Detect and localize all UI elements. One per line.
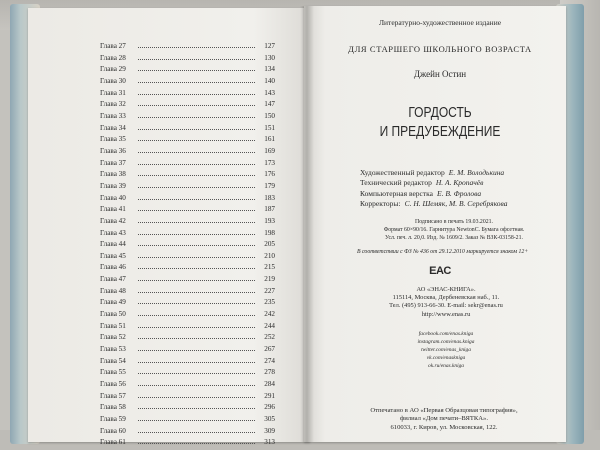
toc-leader bbox=[138, 110, 255, 118]
author-name: Джейн Остин bbox=[413, 69, 467, 79]
toc-row bbox=[100, 192, 275, 204]
toc-row bbox=[100, 331, 275, 343]
toc-leader bbox=[138, 98, 255, 106]
toc-page-number: 161 bbox=[264, 135, 275, 144]
toc-row bbox=[100, 52, 275, 64]
toc-page-number: 274 bbox=[264, 356, 275, 365]
toc-leader bbox=[138, 436, 255, 444]
toc-chapter: Глава 46 bbox=[100, 263, 126, 272]
toc-page-number: 309 bbox=[264, 426, 275, 435]
toc-page-number: 252 bbox=[264, 333, 275, 342]
toc-chapter: Глава 49 bbox=[100, 298, 126, 307]
toc-row bbox=[100, 413, 275, 425]
toc-page-number: 151 bbox=[264, 123, 275, 132]
toc-page-number: 130 bbox=[264, 53, 275, 62]
toc-row bbox=[100, 133, 275, 145]
book-gutter bbox=[300, 6, 314, 442]
toc-leader bbox=[138, 40, 255, 48]
toc-page-number: 134 bbox=[264, 65, 275, 74]
toc-chapter: Глава 55 bbox=[100, 368, 126, 377]
toc-page-number: 143 bbox=[264, 88, 275, 97]
toc-leader bbox=[138, 413, 255, 421]
toc-page-number: 150 bbox=[264, 111, 275, 120]
toc-row bbox=[100, 238, 275, 250]
toc-row bbox=[100, 320, 275, 332]
toc-leader bbox=[138, 366, 255, 374]
toc-page-number: 183 bbox=[264, 193, 275, 202]
toc-leader bbox=[138, 355, 255, 363]
toc-row bbox=[100, 425, 275, 437]
toc-chapter: Глава 34 bbox=[100, 123, 126, 132]
toc-row bbox=[100, 168, 275, 180]
toc-row bbox=[100, 285, 275, 297]
toc-row bbox=[100, 436, 275, 448]
toc-chapter: Глава 54 bbox=[100, 356, 126, 365]
toc-row bbox=[100, 98, 275, 110]
toc-row bbox=[100, 157, 275, 169]
toc-leader bbox=[138, 308, 255, 316]
toc-row bbox=[100, 203, 275, 215]
credit-row: Компьютерная верстка Е. В. Фролова bbox=[360, 188, 482, 198]
toc-row bbox=[100, 366, 275, 378]
toc-row bbox=[100, 40, 275, 52]
toc-leader bbox=[138, 122, 255, 130]
toc-page-number: 215 bbox=[264, 263, 275, 272]
toc-chapter: Глава 35 bbox=[100, 135, 126, 144]
toc-leader bbox=[138, 168, 255, 176]
toc-chapter: Глава 60 bbox=[100, 426, 126, 435]
toc-chapter: Глава 32 bbox=[100, 100, 126, 109]
toc-chapter: Глава 33 bbox=[100, 111, 126, 120]
toc-row bbox=[100, 401, 275, 413]
toc-chapter: Глава 53 bbox=[100, 345, 126, 354]
toc-chapter: Глава 47 bbox=[100, 275, 126, 284]
toc-row bbox=[100, 343, 275, 355]
toc-row bbox=[100, 355, 275, 367]
toc-leader bbox=[138, 261, 255, 269]
toc-page-number: 235 bbox=[264, 298, 275, 307]
toc-row bbox=[100, 87, 275, 99]
book-title bbox=[360, 103, 520, 141]
toc-row bbox=[100, 63, 275, 75]
toc-page-number: 205 bbox=[264, 240, 275, 249]
printer-info: Отпечатано в АО «Первая Образцовая типография», филиал «Дом печати–ВЯТКА». 610033, г. Киров, ул. Московская, 122. bbox=[370, 407, 518, 431]
toc-leader bbox=[138, 63, 255, 71]
toc-chapter: Глава 42 bbox=[100, 216, 126, 225]
toc-leader bbox=[138, 425, 255, 433]
credit-row: Художественный редактор Е. М. Володькина bbox=[360, 168, 505, 177]
toc-leader bbox=[138, 285, 255, 293]
toc-row bbox=[100, 250, 275, 262]
toc-page-number: 313 bbox=[264, 438, 275, 447]
toc-chapter: Глава 40 bbox=[100, 193, 126, 202]
table-of-contents bbox=[100, 40, 275, 448]
age-certification: В соответствии с ФЗ № 436 от 29.12.2010 маркируется знаком 12+ bbox=[357, 249, 529, 255]
toc-leader bbox=[138, 215, 255, 223]
toc-row bbox=[100, 308, 275, 320]
toc-page-number: 296 bbox=[264, 403, 275, 412]
toc-page-number: 169 bbox=[264, 146, 275, 155]
print-details: Подписано в печать 19.03.2021. Формат 60×90/16. Гарнитура NewtonC. Бумага офсетная. Усл. печ. л. 20,0. Изд. № 1609/2. Заказ № ВЗК-03158-21. bbox=[383, 219, 525, 241]
toc-chapter: Глава 27 bbox=[100, 42, 126, 50]
toc-leader bbox=[138, 157, 255, 165]
toc-chapter: Глава 51 bbox=[100, 321, 126, 330]
toc-page-number: 267 bbox=[264, 345, 275, 354]
toc-chapter: Глава 31 bbox=[100, 88, 126, 97]
toc-leader bbox=[138, 273, 255, 281]
toc-leader bbox=[138, 343, 255, 351]
toc-chapter: Глава 29 bbox=[100, 65, 126, 74]
toc-page-number: 140 bbox=[264, 76, 275, 85]
toc-row bbox=[100, 390, 275, 402]
toc-chapter: Глава 44 bbox=[100, 240, 126, 249]
toc-leader bbox=[138, 133, 255, 141]
toc-chapter: Глава 59 bbox=[100, 415, 126, 423]
toc-chapter: Глава 41 bbox=[100, 205, 126, 214]
toc-leader bbox=[138, 180, 255, 188]
toc-page-number: 242 bbox=[264, 310, 275, 319]
toc-leader bbox=[138, 227, 255, 235]
toc-row bbox=[100, 227, 275, 239]
toc-page-number: 284 bbox=[264, 380, 275, 389]
toc-chapter: Глава 61 bbox=[100, 438, 126, 447]
toc-row bbox=[100, 180, 275, 192]
toc-row bbox=[100, 296, 275, 308]
toc-chapter: Глава 28 bbox=[100, 53, 126, 62]
toc-page-number: 198 bbox=[264, 228, 275, 237]
toc-leader bbox=[138, 192, 255, 200]
toc-leader bbox=[138, 320, 255, 328]
toc-leader bbox=[138, 296, 255, 304]
toc-leader bbox=[138, 145, 255, 153]
toc-row bbox=[100, 378, 275, 390]
toc-chapter: Глава 38 bbox=[100, 170, 126, 179]
credit-row: Корректоры: С. Н. Шемяк, М. В. Серебрякова bbox=[360, 198, 508, 208]
title-line-2: И ПРЕДУБЕЖДЕНИЕ bbox=[379, 123, 501, 140]
toc-chapter: Глава 56 bbox=[100, 380, 126, 389]
toc-page-number: 127 bbox=[264, 42, 275, 50]
toc-leader bbox=[138, 75, 255, 83]
toc-leader bbox=[138, 250, 255, 258]
toc-leader bbox=[138, 331, 255, 339]
toc-page-number: 244 bbox=[264, 321, 275, 330]
toc-page-number: 173 bbox=[264, 158, 275, 167]
toc-page-number: 179 bbox=[264, 181, 275, 190]
publisher-info: АО «ЭНАС-КНИГА». 115114, Москва, Дербеневская наб., 11. Тел. (495) 913-66-30. E-mail: sekr@enas.ru http://www.enas.ru bbox=[389, 286, 503, 318]
toc-page-number: 227 bbox=[264, 286, 275, 295]
toc-chapter: Глава 30 bbox=[100, 76, 126, 85]
toc-chapter: Глава 43 bbox=[100, 228, 126, 237]
toc-leader bbox=[138, 390, 255, 398]
toc-row bbox=[100, 145, 275, 157]
toc-page-number: 291 bbox=[264, 391, 275, 400]
toc-row bbox=[100, 215, 275, 227]
toc-chapter: Глава 45 bbox=[100, 251, 126, 260]
toc-row bbox=[100, 75, 275, 87]
credit-row: Технический редактор Н. А. Кропачёв bbox=[360, 178, 484, 188]
toc-row bbox=[100, 273, 275, 285]
toc-leader bbox=[138, 87, 255, 95]
toc-leader bbox=[138, 52, 255, 60]
toc-row bbox=[100, 261, 275, 273]
toc-leader bbox=[138, 238, 255, 246]
series-label: Литературно-художественное издание bbox=[378, 18, 502, 27]
toc-row bbox=[100, 110, 275, 122]
toc-row bbox=[100, 122, 275, 134]
toc-chapter: Глава 39 bbox=[100, 181, 126, 190]
toc-chapter: Глава 57 bbox=[100, 391, 126, 400]
toc-page-number: 210 bbox=[264, 251, 275, 260]
toc-chapter: Глава 36 bbox=[100, 146, 126, 155]
toc-page-number: 147 bbox=[264, 100, 275, 109]
social-links: facebook.com/enas.kniga instagram.com/enas.kniga twitter.com/enas_kniga vk.com/enaskniga ok.ru/enas.kniga bbox=[417, 331, 475, 370]
toc-chapter: Глава 37 bbox=[100, 158, 126, 167]
toc-chapter: Глава 48 bbox=[100, 286, 126, 295]
title-line-1: ГОРДОСТЬ bbox=[408, 104, 472, 121]
credits-block bbox=[360, 168, 508, 209]
toc-page-number: 278 bbox=[264, 368, 275, 377]
eac-mark: EAC bbox=[429, 265, 451, 277]
toc-chapter: Глава 58 bbox=[100, 403, 126, 412]
toc-leader bbox=[138, 401, 255, 409]
toc-leader bbox=[138, 378, 255, 386]
toc-chapter: Глава 52 bbox=[100, 333, 126, 342]
age-label: ДЛЯ СТАРШЕГО ШКОЛЬНОГО ВОЗРАСТА bbox=[348, 44, 532, 54]
toc-page-number: 193 bbox=[264, 216, 275, 225]
toc-chapter: Глава 50 bbox=[100, 310, 126, 319]
toc-page-number: 187 bbox=[264, 205, 275, 214]
toc-page-number: 176 bbox=[264, 170, 275, 179]
toc-page-number: 219 bbox=[264, 275, 275, 284]
toc-page-number: 305 bbox=[264, 415, 275, 423]
toc-leader bbox=[138, 203, 255, 211]
